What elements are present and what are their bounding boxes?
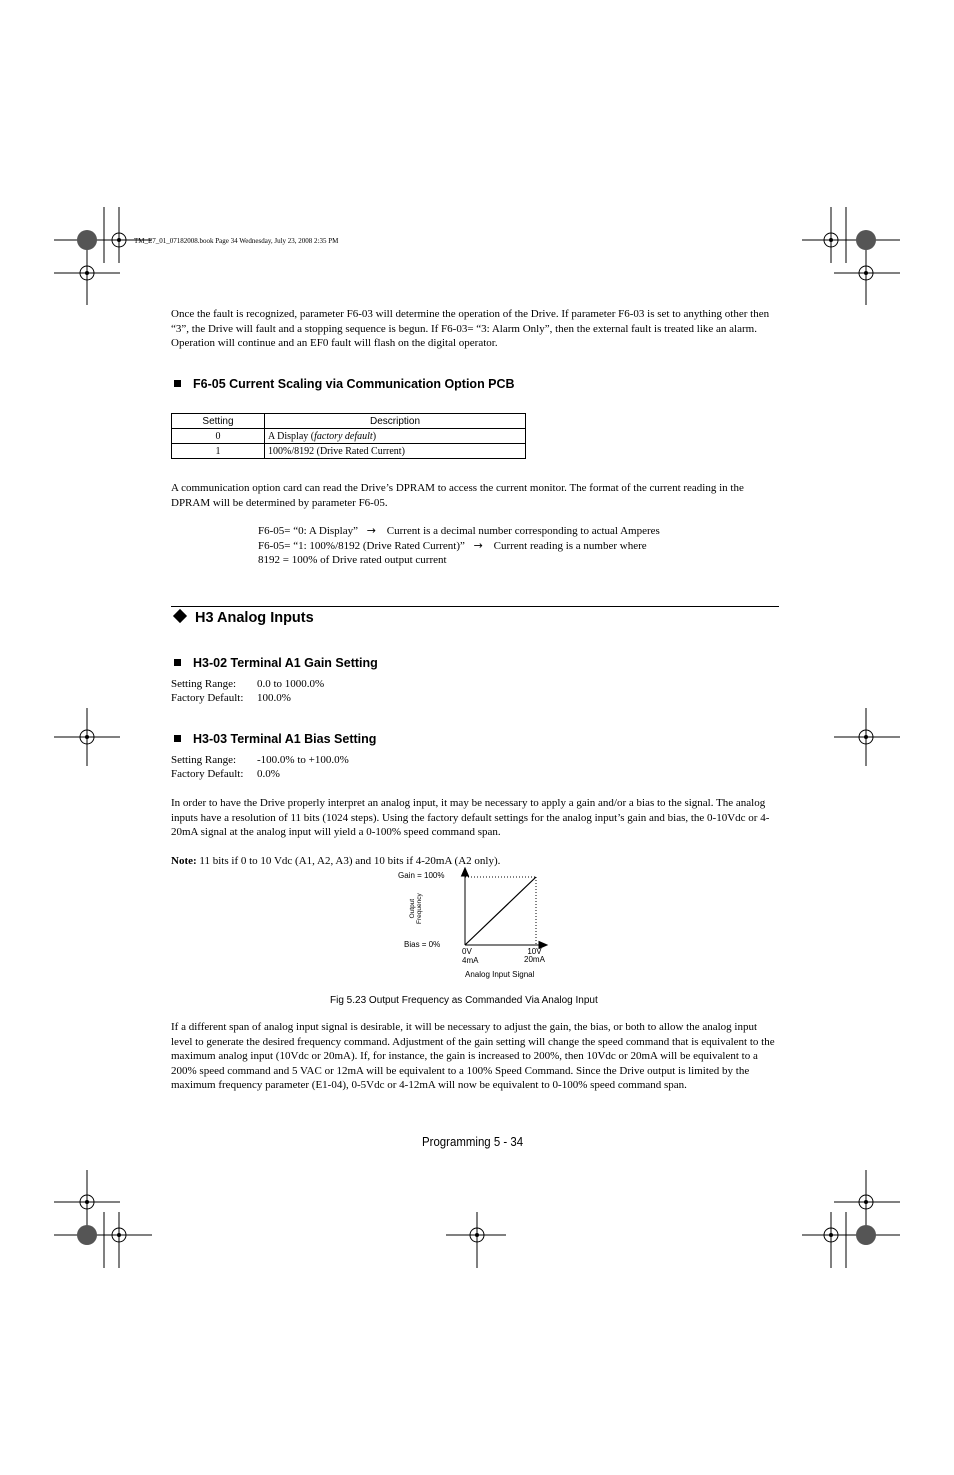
x-end-line-1: 10V	[527, 947, 542, 956]
h303-range	[171, 753, 349, 768]
line1-left: F6-05= “0: A Display”	[258, 525, 359, 537]
bullet-icon	[174, 659, 181, 666]
book-info-header: TM_E7_01_07182008.book Page 34 Wednesday, July 23, 2008 2:35 PM	[134, 237, 339, 245]
setting-cell: 1	[172, 444, 265, 459]
description-end: )	[372, 430, 377, 442]
y-axis-label	[409, 893, 423, 924]
description-italic: factory default	[314, 430, 373, 442]
h302-range	[171, 677, 324, 692]
table-row	[172, 444, 526, 459]
x-start-label	[462, 947, 478, 965]
h3-heading-text: H3 Analog Inputs	[195, 610, 314, 626]
line2-left: F6-05= “1: 100%/8192 (Drive Rated Current)”	[258, 540, 465, 552]
note-text: 11 bits if 0 to 10 Vdc (A1, A2, A3) and 10 bits if 4-20mA (A2 only).	[196, 855, 501, 867]
intro-paragraph: Once the fault is recognized, parameter F6-03 will determine the operation of the Drive. If parameter F6-03 is set to anything other then “3”, the Drive will fault and a stopping sequence is begun. If F6-03= “3: Alarm Only”, then the external fault is treated like an alarm. Operation will continue and an EF0 fault will flash on the digital operator.	[171, 308, 770, 350]
output-frequency-line	[465, 877, 536, 945]
line2-right: Current reading is a number where	[493, 540, 647, 552]
range-value: -100.0% to +100.0%	[257, 754, 349, 766]
diamond-icon	[173, 609, 187, 623]
bullet-icon	[174, 380, 181, 387]
bias-label: Bias = 0%	[404, 940, 441, 949]
h303-heading	[174, 732, 376, 746]
table-row	[172, 429, 526, 444]
setting-cell: 0	[172, 429, 265, 444]
default-label: Factory Default:	[171, 692, 244, 704]
default-label: Factory Default:	[171, 768, 244, 780]
h302-default	[171, 691, 291, 706]
table-header-row	[172, 414, 526, 429]
h3-paragraph-2: If a different span of analog input signal is desirable, it will be necessary to adjust the gain, the bias, or both to allow the analog input level to generate the desired frequency command. Adjustment of the gain setting will change the speed command that is equivalent to the maximum analog input (10Vdc or 20mA). If, for instance, the gain is increased to 200%, then 10Vdc or 20mA will be equivalent to a 200% speed command and 5 VAC or 12mA will be equivalent to a 100% Speed Command. Since the Drive output is limited by the maximum frequency parameter (E1-04), 0-5Vdc or 4-12mA will now be equivalent to 0-100% speed command span.	[171, 1021, 775, 1092]
f605-settings-table	[171, 413, 526, 459]
figure-graph	[395, 866, 565, 986]
h302-heading	[174, 656, 378, 670]
default-value: 0.0%	[257, 768, 280, 780]
range-label: Setting Range:	[171, 678, 237, 690]
h3-heading	[171, 610, 314, 626]
description-cell	[265, 429, 526, 444]
right-arrow-icon: →	[366, 524, 376, 537]
h303-default	[171, 767, 280, 782]
f605-line-2	[258, 539, 647, 554]
y-axis-label-line-2: Frequency	[416, 893, 423, 924]
figure-caption: Fig 5.23 Output Frequency as Commanded Via Analog Input	[330, 995, 598, 1006]
range-label: Setting Range:	[171, 754, 237, 766]
col-setting-header: Setting	[172, 414, 265, 429]
x-axis-label: Analog Input Signal	[465, 970, 535, 979]
right-arrow-icon: →	[473, 539, 483, 552]
figure-analog-input	[395, 866, 565, 986]
y-axis-arrow-icon	[462, 868, 469, 876]
f605-paragraph: A communication option card can read the Drive’s DPRAM to access the current monitor. The format of the current reading in the DPRAM will be determined by parameter F6-05.	[171, 482, 744, 509]
x-end-line-2: 20mA	[524, 955, 545, 964]
page-footer: Programming 5 - 34	[422, 1134, 524, 1149]
range-value: 0.0 to 1000.0%	[257, 678, 325, 690]
col-description-header: Description	[265, 414, 526, 429]
bullet-icon	[174, 735, 181, 742]
x-end-label	[524, 948, 545, 964]
line1-right: Current is a decimal number corresponding to actual Amperes	[386, 525, 660, 537]
x-start-line-2: 4mA	[462, 956, 479, 965]
f605-heading-text: F6-05 Current Scaling via Communication Option PCB	[193, 377, 515, 391]
x-start-line-1: 0V	[462, 947, 472, 956]
h302-heading-text: H3-02 Terminal A1 Gain Setting	[193, 656, 378, 670]
y-axis-label-line-1: Output	[409, 898, 416, 919]
default-value: 100.0%	[257, 692, 291, 704]
f605-heading	[174, 377, 515, 391]
section-divider	[171, 606, 779, 607]
note-label: Note:	[171, 855, 197, 867]
description-cell: 100%/8192 (Drive Rated Current)	[265, 444, 526, 459]
gain-label: Gain = 100%	[398, 871, 445, 880]
h3-paragraph-1: In order to have the Drive properly interpret an analog input, it may be necessary to apply a gain and/or a bias to the signal. The analog inputs have a resolution of 11 bits (1024 steps). Using the factory default settings for the analog input’s gain and bias, the 0-10Vdc or 4-20mA signal at the analog input will yield a 0-100% speed command span.	[171, 797, 770, 839]
f605-line-3: 8192 = 100% of Drive rated output current	[258, 554, 447, 566]
description-text: A Display (	[268, 430, 315, 442]
f605-line-1	[258, 524, 660, 539]
h303-heading-text: H3-03 Terminal A1 Bias Setting	[193, 732, 377, 746]
